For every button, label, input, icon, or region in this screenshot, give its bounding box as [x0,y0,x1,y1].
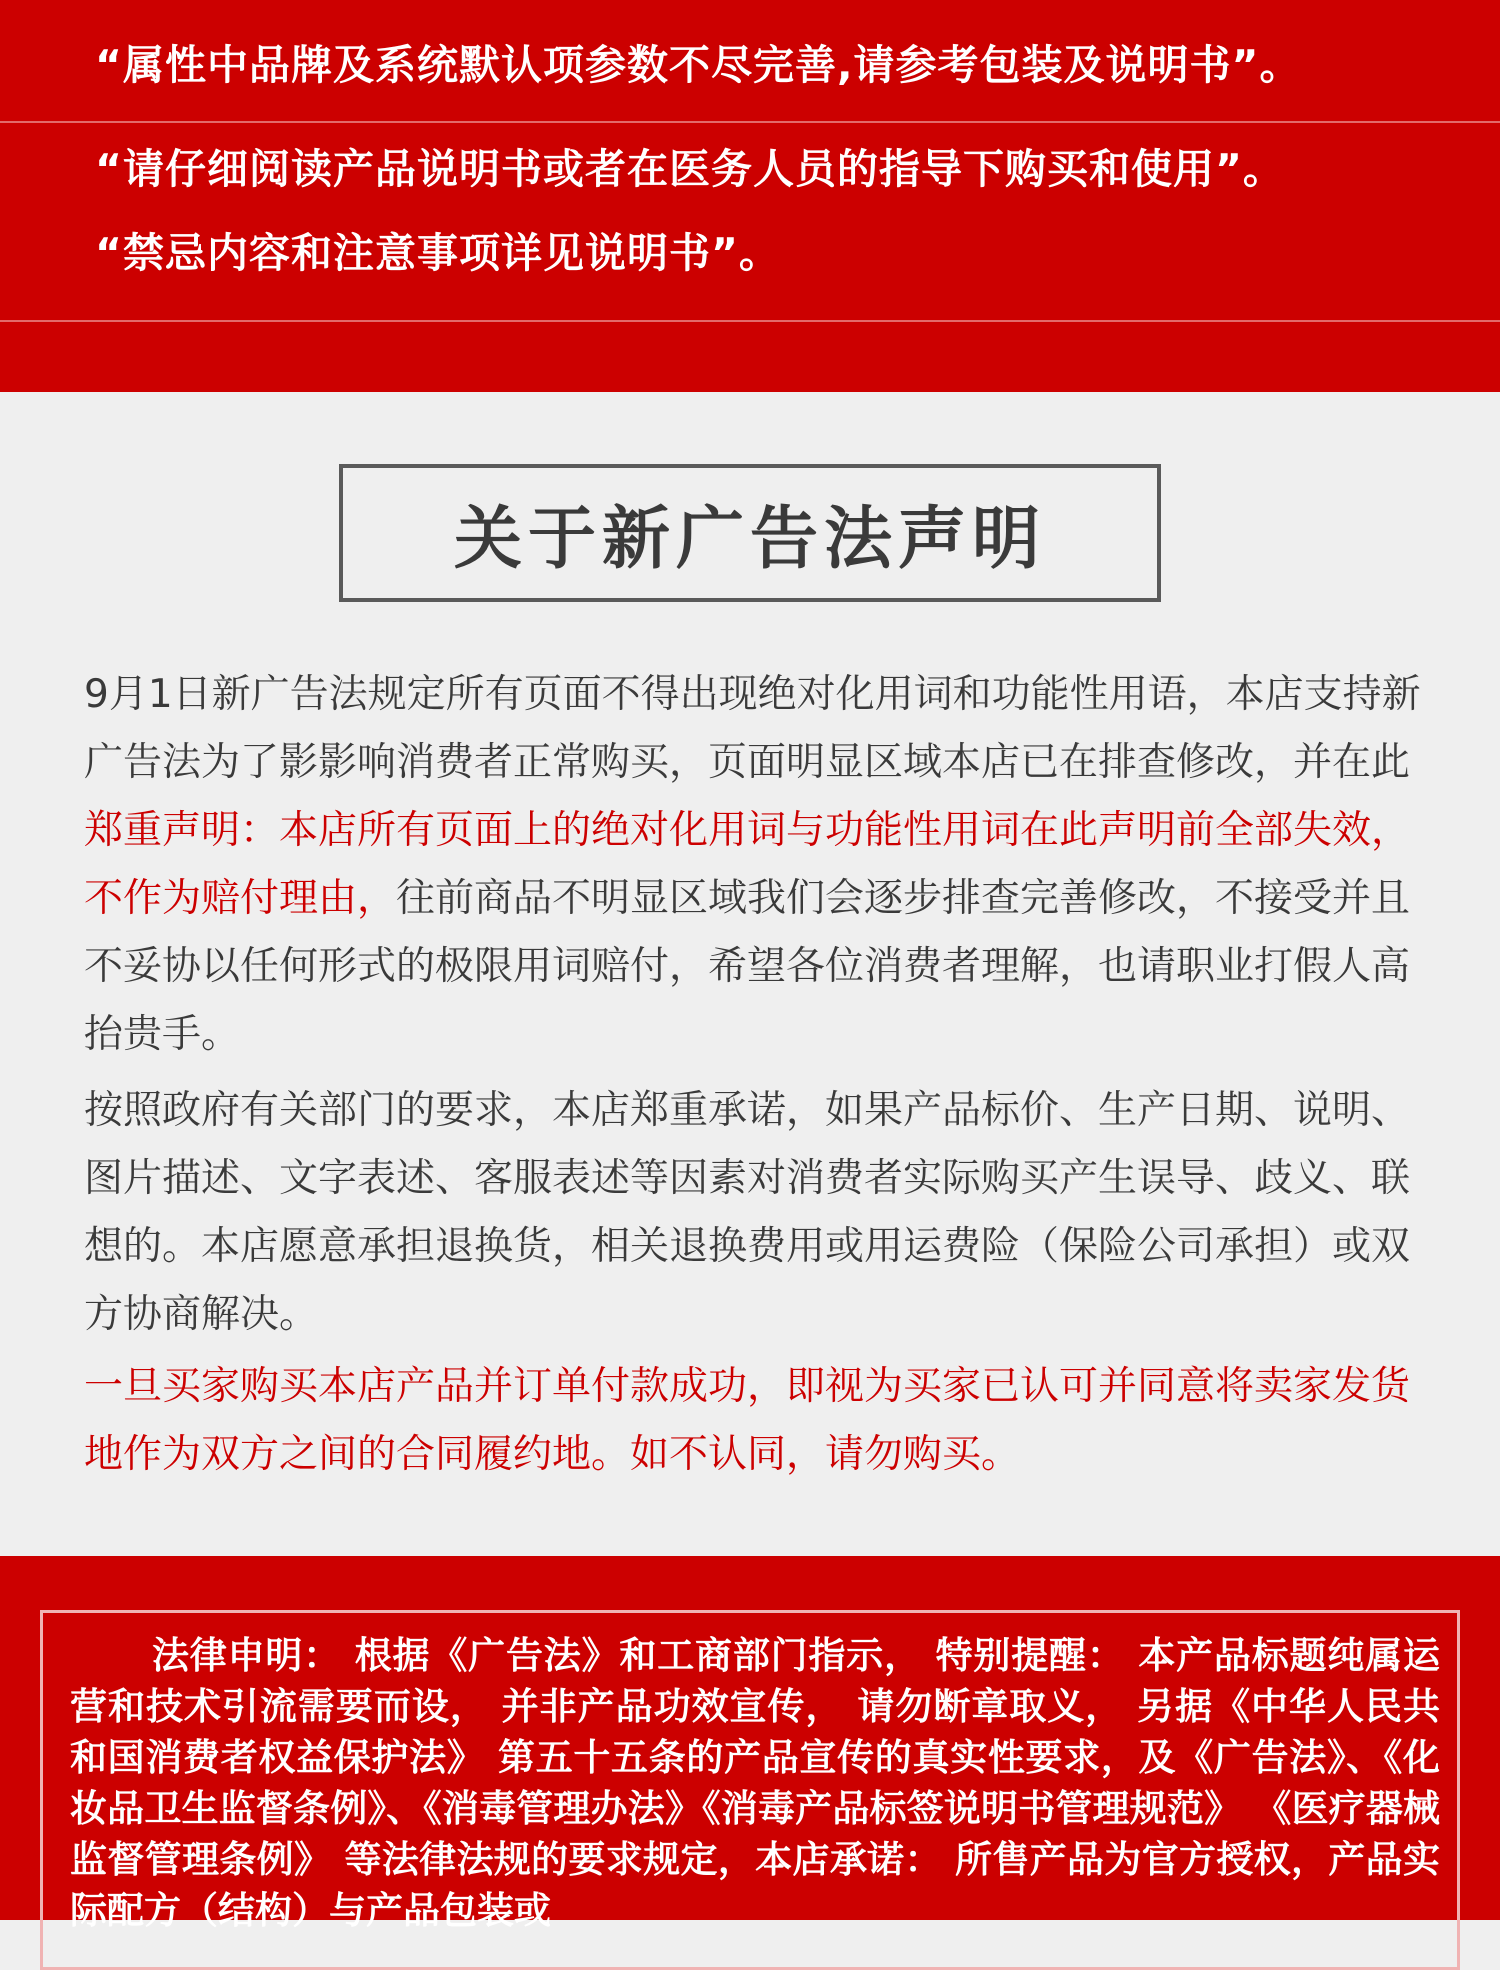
commitment-paragraph: 按照政府有关部门的要求，本店郑重承诺，如果产品标价、生产日期、说明、图片描述、文字表述、客服表述等因素对消费者实际购买产生误导、歧义、联想的。本店愿意承担退换货，相关退换费用或用运费险（保险公司承担）或双方协商解决。 [84,1088,1411,1337]
notice-divider [0,320,1500,322]
notice-contraindications: “禁忌内容和注意事项详见说明书”。 [95,229,781,277]
notice-divider [0,121,1500,123]
statement-text: 往前商品不明显区域我们会逐步排查完善修改，不接受并且不妥协以任何形式的极限用词赔付，希望各位消费者理解，也请职业打假人高抬贵手。 [84,876,1411,1057]
notice-brand-params: “属性中品牌及系统默认项参数不尽完善,请参考包装及说明书”。 [95,41,1302,89]
notice-read-manual: “请仔细阅读产品说明书或者在医务人员的指导下购买和使用”。 [95,145,1285,193]
contract-place-paragraph: 一旦买家购买本店产品并订单付款成功，即视为买家已认可并同意将卖家发货地作为双方之间的合同履约地。如不认同，请勿购买。 [84,1364,1411,1477]
legal-notice-text: 法律申明： 根据《广告法》和工商部门指示， 特别提醒： 本产品标题纯属运营和技术引流需要而设， 并非产品功效宣传， 请勿断章取义， 另据《中华人民共和国消费者权益保护法》 第五十五条的产品宣传的真实性要求，及《广告法》、《化妆品卫生监督条例》、《消毒管理办法》《消毒产品标签说明书管理规范》 《医疗器械监督管理条例》 等法律法规的要求规定，本店承诺： 所售产品为官方授权，产品实际配方（结构）与产品包装或 [70,1634,1440,1932]
statement-text: 9月1日新广告法规定所有页面不得出现绝对化用词和功能性用语，本店支持新广告法为了影影响消费者正常购买，页面明显区域本店已在排查修改，并在此 [84,672,1421,785]
notice-banner [0,0,1500,392]
statement-title-box [339,464,1161,602]
statement-title: 关于新广告法声明 [453,499,1046,579]
statement-paragraph [84,661,1424,1069]
legal-notice-band [0,1556,1500,1932]
statement-highlight: 郑重声明：本店所有页面上的绝对化用词与功能性用词在此声明前全部失效，不作为赔付理由， [84,808,1411,921]
